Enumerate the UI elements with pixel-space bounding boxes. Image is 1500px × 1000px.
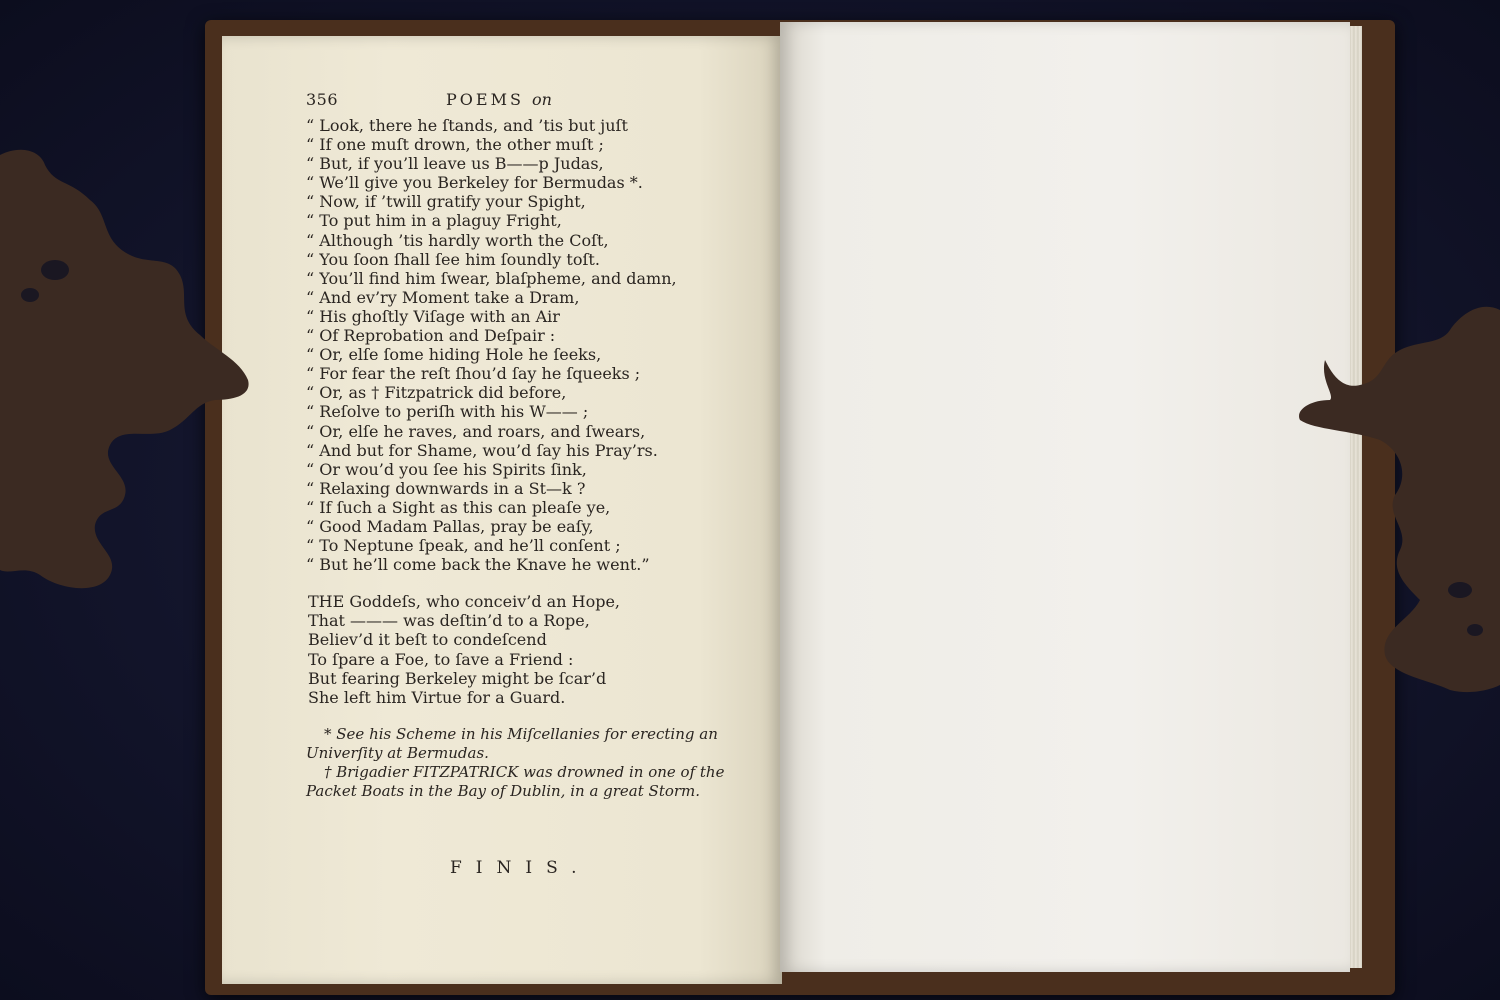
footnote: † Brigadier FITZPATRICK was drowned in one of the Packet Boats in the Bay of Dublin, in a great Storm. [306,762,725,800]
verse-line: “ Look, there he ſtands, and ’tis but juſt [306,116,628,135]
verse-line: “ Or, as † Fitzpatrick did before, [306,383,567,403]
verse-line: She left him Virtue for a Guard. [308,687,566,707]
verse-line: “ To put him in a plaguy Fright, [306,211,562,231]
stanza-gap [306,574,736,592]
verse-line: “ And but for Shame, wou’d ſay his Pray’rs. [306,440,658,460]
page-clip-left-icon [0,145,255,609]
verse-line: “ Or, elſe he raves, and roars, and ſwears, [306,421,646,441]
verse-line: THE Goddeſs, who conceiv’d an Hope, [308,592,620,612]
verse-line: “ We’ll give you Berkeley for Bermudas *. [306,173,643,193]
verse-line: “ Or, elſe ſome hiding Hole he ſeeks, [306,345,602,365]
verse-line: “ Of Reprobation and Deſpair : [306,326,556,346]
running-title [446,90,552,109]
running-title-suffix: on [532,90,552,109]
verse-line: “ Relaxing downwards in a St—k ? [306,478,586,498]
verse-line: “ His ghoſtly Viſage with an Air [306,306,560,326]
verse-line: “ Although ’tis hardly worth the Coſt, [306,230,609,250]
verse-line: “ Now, if ’twill gratify your Spight, [306,192,586,212]
running-title-main: POEMS [446,90,524,109]
page-clip-right-icon [1290,300,1500,704]
left-page-text [306,90,736,801]
verse-line: “ Good Madam Pallas, pray be eaſy, [306,516,594,536]
stanza-1 [306,116,736,574]
verse-line: “ If one muſt drown, the other muſt ; [306,135,604,155]
verse-line: Believ’d it beſt to condeſcend [308,630,547,650]
footnote: * See his Scheme in his Miſcellanies for erecting an Univerſity at Bermudas. [306,724,718,762]
verse-line: “ To Neptune ſpeak, and he’ll conſent ; [306,536,621,556]
verse-line: “ Reſolve to periſh with his W—— ; [306,402,589,422]
verse-line: “ But, if you’ll leave us B——p Judas, [306,154,604,174]
footnotes [306,725,736,801]
page-number: 356 [306,90,339,109]
verse-line: “ If ſuch a Sight as this can pleaſe ye, [306,497,611,517]
verse-line: That ——— was deſtin’d to a Rope, [308,611,590,631]
verse-line: “ You ſoon ſhall ſee him ſoundly toſt. [306,249,600,269]
stanza-2 [306,592,736,707]
verse-line: “ And ev’ry Moment take a Dram, [306,287,580,307]
running-head [306,90,736,116]
verse-line: But fearing Berkeley might be ſcar’d [308,668,607,688]
verse-line: “ You’ll find him ſwear, blaſpheme, and damn, [306,268,677,288]
verse-line: To ſpare a Foe, to ſave a Friend : [308,649,574,669]
finis: FINIS. [450,858,591,878]
verse-line: “ But he’ll come back the Knave he went.” [306,555,650,575]
verse-line: “ Or wou’d you ſee his Spirits ſink, [306,459,587,479]
right-page-blank [780,22,1350,972]
verse-line: “ For fear the reſt ſhou’d ſay he ſqueeks ; [306,364,641,384]
